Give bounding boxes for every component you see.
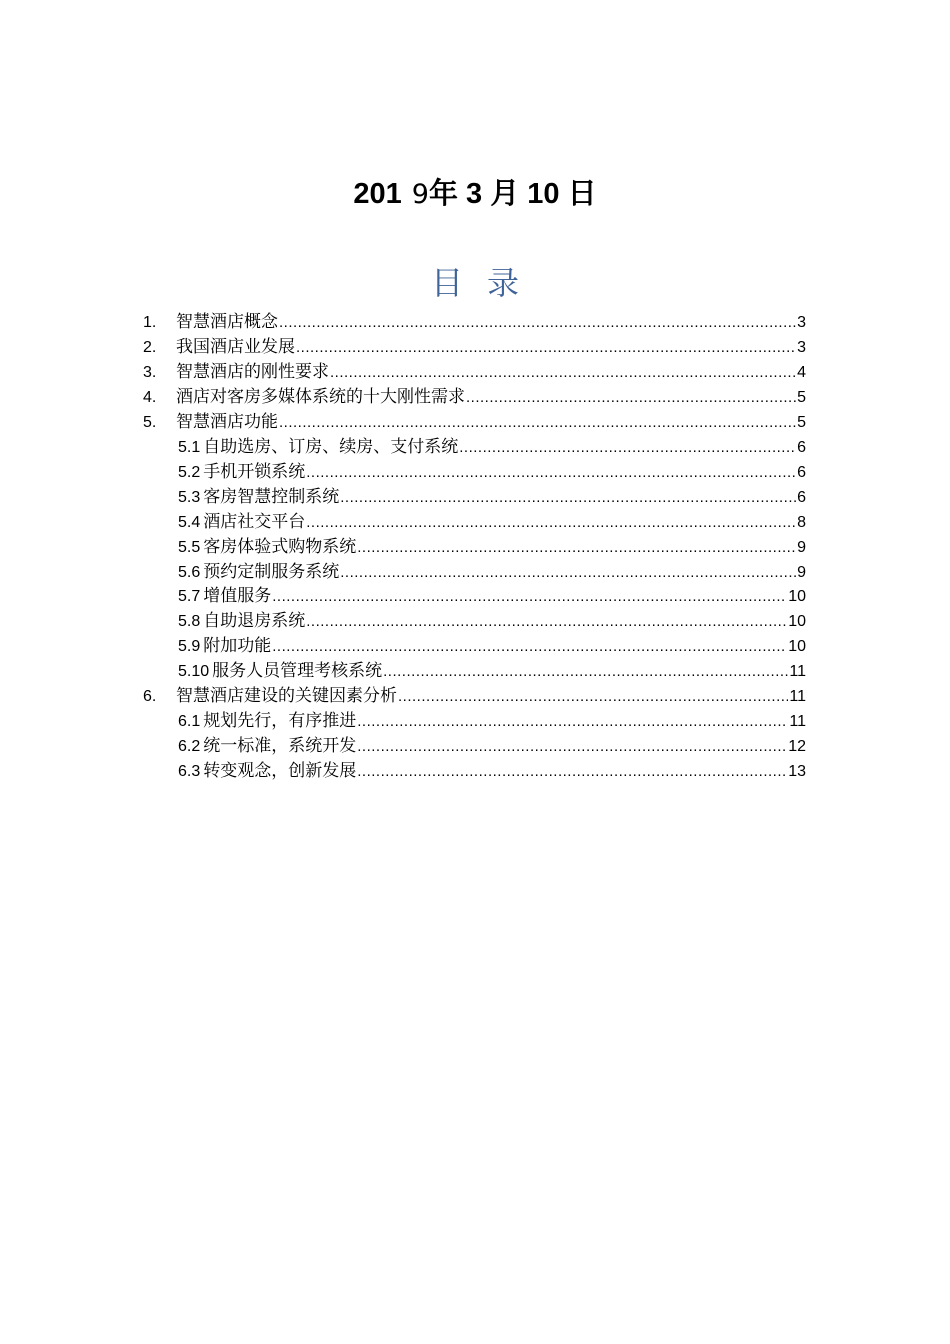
toc-entry-page-number: 6 (797, 463, 806, 481)
toc-entry-text: 自助选房、订房、续房、支付系统 (203, 436, 459, 457)
toc-entry-text: 智慧酒店功能 (176, 411, 278, 432)
toc-dot-leader (459, 435, 796, 460)
toc-entry-text: 客房智慧控制系统 (203, 486, 340, 507)
toc-entry-text: 酒店社交平台 (203, 511, 306, 532)
toc-dot-leader (279, 310, 796, 335)
toc-entry-page-number: 3 (797, 338, 806, 356)
toc-dot-leader (357, 535, 796, 560)
toc-entry[interactable] (178, 435, 806, 460)
toc-dot-leader (398, 684, 788, 709)
date-rest: 年 3 月 10 日 (428, 178, 597, 210)
toc-entry-text: 统一标准，系统开发 (203, 736, 357, 757)
toc-entry-section-number: 6.1 (178, 713, 201, 731)
toc-entry[interactable] (143, 410, 806, 435)
toc-entry[interactable] (178, 759, 806, 784)
toc-dot-leader (306, 510, 796, 535)
toc-entry[interactable] (143, 684, 806, 709)
toc-entry-label (176, 360, 329, 385)
toc-entry-text: 智慧酒店的刚性要求 (176, 361, 329, 382)
toc-entry-number: 1. (143, 314, 157, 331)
toc-entry-section-number: 5.3 (178, 488, 201, 506)
toc-entry-page-number: 5 (797, 388, 806, 406)
toc-dot-leader (306, 460, 796, 485)
toc-entry-page-number: 10 (788, 613, 806, 631)
toc-entry-page-number: 13 (788, 763, 806, 781)
toc-entry-label (178, 759, 356, 784)
toc-entry-label (178, 734, 356, 759)
toc-entry-page-number: 12 (788, 738, 806, 756)
toc-dot-leader (296, 335, 796, 360)
toc-entry-text: 转变观念，创新发展 (203, 761, 357, 782)
toc-dot-leader (357, 709, 788, 734)
toc-entry-page-number: 11 (789, 688, 806, 706)
toc-entry-label (178, 634, 271, 659)
toc-entry-section-number: 5.8 (178, 613, 201, 631)
toc-entry[interactable] (178, 734, 806, 759)
toc-entry-section-number: 5.7 (178, 588, 201, 606)
toc-entry-label (178, 435, 458, 460)
toc-entry-text: 智慧酒店建设的关键因素分析 (176, 686, 397, 707)
toc-dot-leader (357, 734, 787, 759)
toc-entry[interactable] (178, 535, 806, 560)
toc-entry-label (178, 659, 382, 684)
toc-entry-section-number: 5.1 (178, 438, 201, 456)
toc-entry-page-number: 11 (789, 713, 806, 731)
toc-dot-leader (466, 385, 796, 410)
date-prefix: 201 (353, 178, 402, 210)
toc-entry-section-number: 5.2 (178, 463, 201, 481)
toc-entry-section-number: 5.10 (178, 663, 210, 681)
toc-dot-leader (330, 360, 796, 385)
toc-entry-label (178, 609, 305, 634)
toc-entry-section-number: 6.3 (178, 763, 201, 781)
toc-entry[interactable] (178, 659, 806, 684)
toc-entry-page-number: 4 (797, 363, 806, 381)
toc-entry-label (176, 385, 465, 410)
toc-entry-page-number: 6 (797, 438, 806, 456)
toc-entry-label (176, 410, 278, 435)
toc-entry[interactable] (178, 460, 806, 485)
toc-entry-text: 我国酒店业发展 (176, 336, 295, 357)
toc-entry-label (176, 684, 397, 709)
toc-entry-page-number: 10 (788, 638, 806, 656)
toc-entry-section-number: 5.5 (178, 538, 201, 556)
toc-entry[interactable] (178, 709, 806, 734)
toc-entry-page-number: 10 (788, 588, 806, 606)
toc-entry-page-number: 9 (797, 538, 806, 556)
document-date (0, 174, 950, 215)
toc-dot-leader (340, 485, 796, 510)
toc-entry-text: 酒店对客房多媒体系统的十大刚性需求 (176, 386, 465, 407)
toc-entry[interactable] (143, 310, 806, 335)
toc-dot-leader (340, 560, 796, 585)
toc-entry-label (176, 335, 295, 360)
toc-entry[interactable] (178, 510, 806, 535)
toc-entry-page-number: 3 (797, 314, 806, 331)
toc-entry-text: 规划先行，有序推进 (203, 711, 357, 732)
toc-entry[interactable] (178, 584, 806, 609)
toc-dot-leader (279, 410, 796, 435)
toc-entry-section-number: 6.2 (178, 738, 201, 756)
toc-entry-number: 3. (143, 363, 157, 381)
toc-entry-text: 智慧酒店概念 (176, 312, 278, 332)
toc-entry[interactable] (178, 485, 806, 510)
toc-entry-page-number: 9 (797, 563, 806, 581)
toc-entry-label (178, 460, 305, 485)
toc-entry[interactable] (178, 609, 806, 634)
toc-entry[interactable] (143, 360, 806, 385)
toc-entry-number: 2. (143, 338, 157, 356)
toc-entry-text: 附加功能 (203, 636, 272, 657)
toc-dot-leader (272, 584, 787, 609)
toc-entry-label (178, 485, 339, 510)
toc-entry-label (178, 709, 356, 734)
toc-entry-label (178, 560, 339, 585)
toc-entry-text: 服务人员管理考核系统 (212, 661, 383, 682)
toc-dot-leader (272, 634, 787, 659)
toc-entry-number: 4. (143, 388, 157, 406)
toc-entry-text: 增值服务 (203, 586, 272, 607)
toc-entry-number: 5. (143, 413, 157, 431)
toc-entry-section-number: 5.9 (178, 638, 201, 656)
toc-entry-section-number: 5.4 (178, 513, 201, 531)
toc-entry-label (178, 535, 356, 560)
toc-dot-leader (357, 759, 787, 784)
toc-entry-page-number: 8 (797, 513, 806, 531)
toc-entry[interactable] (178, 634, 806, 659)
date-digit: 9 (411, 179, 429, 210)
toc-entry-page-number: 5 (797, 413, 806, 431)
toc-entry-text: 预约定制服务系统 (203, 561, 340, 582)
toc-dot-leader (306, 609, 787, 634)
toc-dot-leader (383, 659, 788, 684)
toc-entry-text: 手机开锁系统 (203, 461, 306, 482)
toc-entry[interactable] (143, 385, 806, 410)
toc-title: 目录 (430, 264, 543, 302)
toc-entry[interactable] (178, 560, 806, 585)
toc-entry[interactable] (143, 335, 806, 360)
toc-entry-text: 自助退房系统 (203, 611, 306, 632)
toc-entry-label (176, 310, 278, 335)
toc-entry-section-number: 5.6 (178, 563, 201, 581)
toc-entry-number: 6. (143, 688, 157, 706)
toc-entry-page-number: 6 (797, 488, 806, 506)
toc-entry-page-number: 11 (789, 663, 806, 681)
toc-entry-label (178, 584, 271, 609)
toc-entry-text: 客房体验式购物系统 (203, 536, 357, 557)
toc-entry-label (178, 510, 305, 535)
